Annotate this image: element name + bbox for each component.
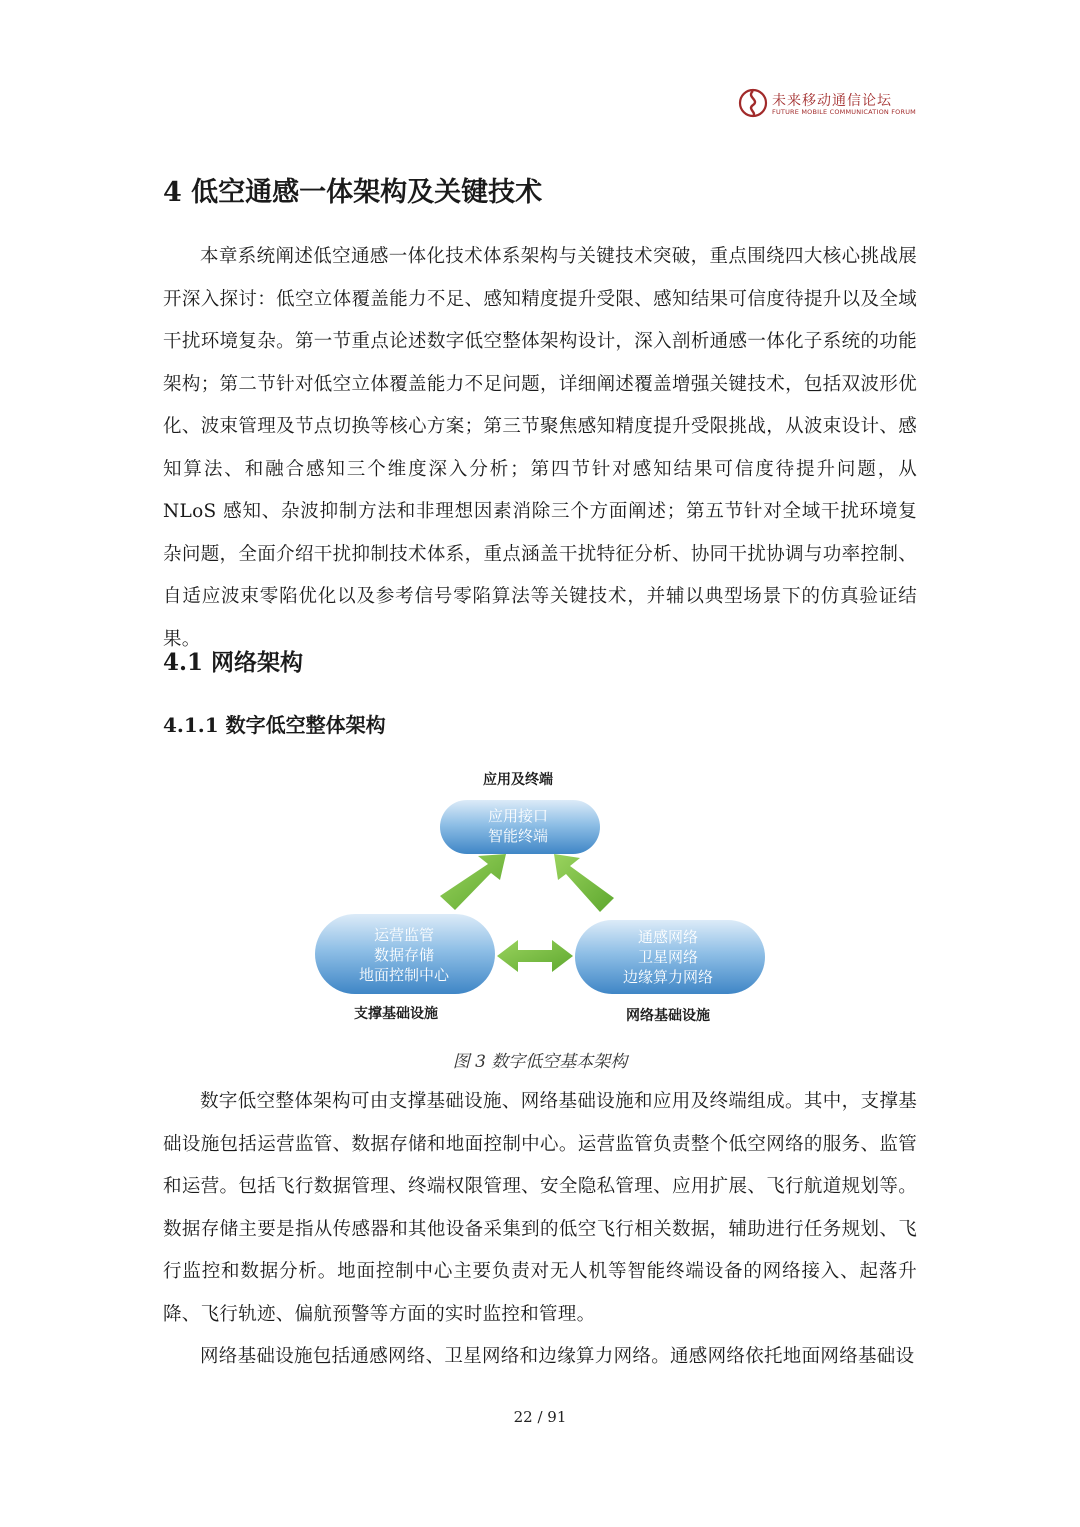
top-node [440, 800, 600, 854]
right-node [575, 920, 765, 994]
top-node-label: 应用及终端 [483, 772, 553, 788]
figure-caption: 图 3 数字低空基本架构 [452, 1052, 628, 1072]
left-node-line: 地面控制中心 [358, 966, 450, 984]
architecture-paragraph: 数字低空整体架构可由支撑基础设施、网络基础设施和应用及终端组成。其中，支撑基础设施包括运营监管、数据存储和地面控制中心。运营监管负责整个低空网络的服务、监管和运营。包括飞行数据管理、终端权限管理、安全隐私管理、应用扩展、飞行航道规划等。数据存储主要是指从传感器和其他设备采集到的低空飞行相关数据，辅助进行任务规划、飞行监控和数据分析。地面控制中心主要负责对无人机等智能终端设备的网络接入、起落升降、飞行轨迹、偏航预警等方面的实时监控和管理。 [163, 1091, 917, 1325]
forum-logo-icon [738, 88, 768, 118]
subsection-title: 4.1.1 数字低空整体架构 [163, 713, 386, 737]
chapter-title: 4 低空通感一体架构及关键技术 [163, 177, 543, 208]
network-paragraph: 网络基础设施包括通感网络、卫星网络和边缘算力网络。通感网络依托地面网络基础设 [200, 1346, 915, 1367]
arrow-right-to-top [554, 854, 614, 912]
page-number: 22 / 91 [513, 1408, 567, 1426]
section-title: 4.1 网络架构 [163, 649, 304, 676]
right-node-line: 卫星网络 [637, 948, 699, 966]
arrow-bidirectional [497, 940, 573, 972]
logo-english-name: FUTURE MOBILE COMMUNICATION FORUM [772, 108, 916, 116]
intro-paragraph: 本章系统阐述低空通感一体化技术体系架构与关键技术突破，重点围绕四大核心挑战展开深入探讨：低空立体覆盖能力不足、感知精度提升受限、感知结果可信度待提升以及全域干扰环境复杂。第一节重点论述数字低空整体架构设计，深入剖析通感一体化子系统的功能架构；第二节针对低空立体覆盖能力不足问题，详细阐述覆盖增强关键技术，包括双波形优化、波束管理及节点切换等核心方案；第三节聚焦感知精度提升受限挑战，从波束设计、感知算法、和融合感知三个维度深入分析；第四节针对感知结果可信度待提升问题，从 NLoS 感知、杂波抑制方法和非理想因素消除三个方面阐述；第五节针对全域干扰环境复杂问题，全面介绍干扰抑制技术体系，重点涵盖干扰特征分析、协同干扰协调与功率控制、自适应波束零陷优化以及参考信号零陷算法等关键技术，并辅以典型场景下的仿真验证结果。 [163, 246, 917, 650]
left-node [315, 914, 495, 994]
top-node-line: 智能终端 [487, 827, 549, 845]
right-node-line: 通感网络 [637, 928, 699, 946]
forum-logo [738, 86, 916, 122]
arrow-left-to-top [440, 854, 506, 910]
left-node-line: 运营监管 [373, 926, 435, 944]
left-node-line: 数据存储 [373, 946, 435, 964]
left-node-label: 支撑基础设施 [354, 1006, 438, 1022]
logo-chinese-name: 未来移动通信论坛 [772, 93, 892, 109]
architecture-diagram [300, 762, 780, 1032]
top-node-line: 应用接口 [487, 807, 549, 825]
right-node-line: 边缘算力网络 [622, 968, 714, 986]
right-node-label: 网络基础设施 [626, 1008, 710, 1024]
